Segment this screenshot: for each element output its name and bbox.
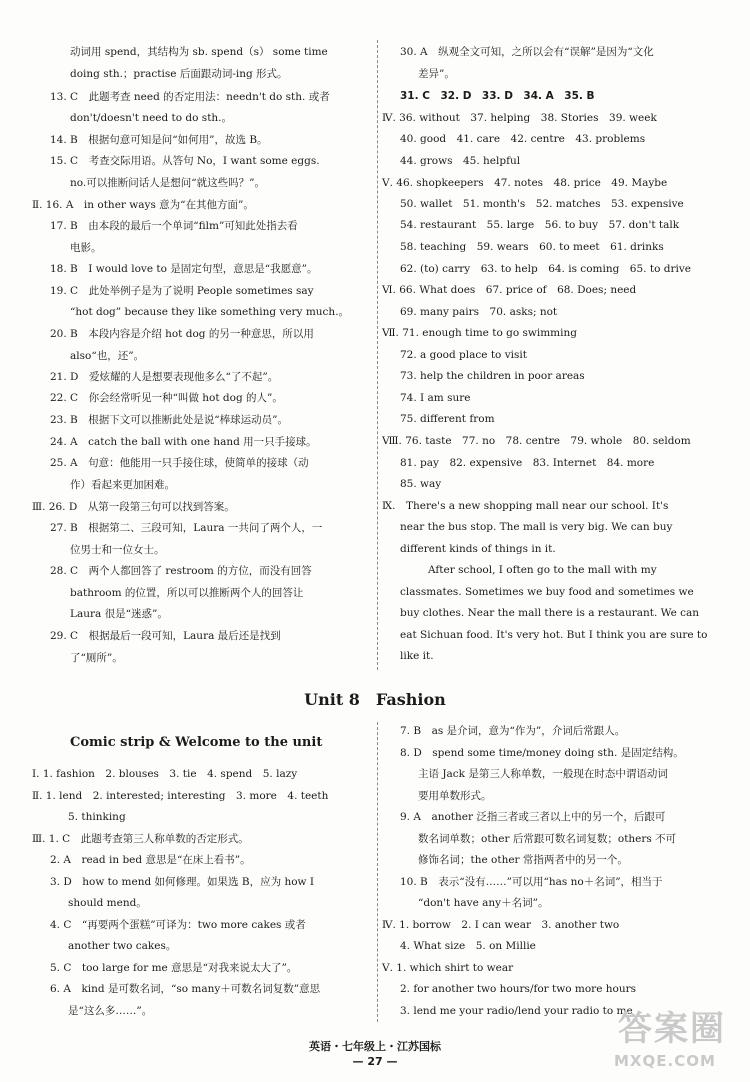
answer-line: Ⅲ. 26. D 从第一段第三句可以找到答案。: [32, 501, 235, 513]
answer-line: 4. C “再要两个蛋糕”可译为：two more cakes 或者: [50, 919, 306, 931]
answer-line: 要用单数形式。: [418, 790, 492, 802]
answer-line: Ⅱ. 1. lend 2. interested; interesting 3. more 4. teeth: [32, 790, 329, 802]
answer-line: Ⅴ. 46. shopkeepers 47. notes 48. price 49. Maybe: [382, 177, 668, 189]
answer-line: 69. many pairs 70. asks; not: [400, 306, 558, 318]
answer-line: 7. B as 是介词，意为“作为”，介词后常跟人。: [400, 725, 626, 737]
essay-line: eat Sichuan food. It's very hot. But I think you are sure to: [400, 629, 708, 641]
answer-line: 主语 Jack 是第三人称单数，一般现在时态中谓语动词: [418, 768, 668, 780]
answer-line: 动词用 spend，其结构为 sb. spend（s） some time: [70, 46, 328, 58]
answer-line: 是“这么多……”。: [68, 1005, 153, 1017]
answer-line: 位男士和一位女士。: [70, 544, 165, 556]
answer-line: Ⅳ. 1. borrow 2. I can wear 3. another two: [382, 919, 620, 931]
answer-line: Ⅱ. 16. A in other ways 意为“在其他方面”。: [32, 199, 254, 211]
answer-line: 21. D 爱炫耀的人是想要表现他多么“了不起”。: [50, 371, 279, 383]
essay-line: classmates. Sometimes we buy food and sometimes we: [400, 586, 694, 598]
answer-line: 2. for another two hours/for two more hours: [400, 983, 637, 995]
section-title: Comic strip & Welcome to the unit: [70, 735, 323, 750]
answer-line: Ⅵ. 66. What does 67. price of 68. Does; need: [382, 284, 637, 296]
answer-line: 27. B 根据第二、三段可知，Laura 一共问了两个人，一: [50, 522, 323, 534]
essay-line: near the bus stop. The mall is very big. We can buy: [400, 521, 673, 533]
essay-line: buy clothes. Near the mall there is a restaurant. We can: [400, 607, 700, 619]
answer-line: 13. C 此题考查 need 的否定用法：needn't do sth. 或者: [50, 91, 330, 103]
answer-line: 5. C too large for me 意思是“对我来说太大了”。: [50, 962, 298, 974]
answer-line: 30. A 纵观全文可知，之所以会有“误解”是因为“文化: [400, 46, 654, 58]
answer-line: “hot dog” because they like something very much.。: [70, 306, 350, 318]
answer-line: 数名词单数；other 后常跟可数名词复数；others 不可: [418, 833, 677, 845]
answer-line: 28. C 两个人都回答了 restroom 的方位，而没有回答: [50, 565, 312, 577]
answer-line: should mend。: [68, 897, 147, 909]
essay-line: different kinds of things in it.: [400, 543, 556, 555]
answer-line: 29. C 根据最后一段可知，Laura 最后还是找到: [50, 630, 281, 642]
answer-line: 40. good 41. care 42. centre 43. problems: [400, 133, 646, 145]
column-divider: [377, 40, 378, 670]
answer-line: 73. help the children in poor areas: [400, 370, 585, 382]
column-divider: [377, 722, 378, 1022]
answer-line: 22. C 你会经常听见一种“叫做 hot dog 的人”。: [50, 392, 283, 404]
answer-line: 20. B 本段内容是介绍 hot dog 的另一种意思，所以用: [50, 328, 314, 340]
answer-line: no.可以推断问话人是想问“就这些吗？”。: [70, 177, 265, 189]
page-number: — 27 —: [352, 1055, 398, 1068]
answer-line: 5. thinking: [68, 811, 126, 823]
answer-line: 6. A kind 是可数名词，“so many＋可数名词复数”意思: [50, 983, 321, 995]
answer-line: 85. way: [400, 478, 442, 490]
answer-line: 3. lend me your radio/lend your radio to me: [400, 1005, 633, 1017]
answer-line: bathroom 的位置，所以可以推断两个人的回答让: [70, 587, 304, 599]
answer-line: Ⅲ. 1. C 此题考查第三人称单数的否定形式。: [32, 833, 249, 845]
answer-line: Ⅳ. 36. without 37. helping 38. Stories 39. week: [382, 112, 657, 124]
answer-line: 50. wallet 51. month's 52. matches 53. expensive: [400, 198, 684, 210]
answer-line: 9. A another 泛指三者或三者以上中的另一个，后跟可: [400, 811, 666, 823]
answer-line: 23. B 根据下文可以推断此处是说“棒球运动员”。: [50, 414, 288, 426]
watermark-url: MXQE.COM: [614, 1052, 716, 1070]
answer-line: also“也，还”。: [70, 350, 145, 362]
answer-line: 差异”。: [418, 68, 455, 80]
answer-line: 81. pay 82. expensive 83. Internet 84. more: [400, 457, 655, 469]
answer-line: 75. different from: [400, 413, 495, 425]
answer-line: “don't have any＋名词”。: [418, 897, 549, 909]
answer-line: 14. B 根据句意可知是问“如何用”，故选 B。: [50, 134, 268, 146]
essay-line: like it.: [400, 650, 434, 662]
answer-line: 3. D how to mend 如何修理。如果选 B，应为 how I: [50, 876, 315, 888]
answer-line: 74. I am sure: [400, 392, 471, 404]
answer-line: Ⅶ. 71. enough time to go swimming: [382, 327, 577, 339]
answer-line: 15. C 考查交际用语。从答句 No，I want some eggs.: [50, 155, 320, 167]
answer-line: 作）看起来更加困难。: [70, 479, 175, 491]
answer-line: 62. (to) carry 63. to help 64. is coming 65. to drive: [400, 263, 691, 275]
answer-line: 2. A read in bed 意思是“在床上看书”。: [50, 854, 251, 866]
answer-line: 8. D spend some time/money doing sth. 是固定结构。: [400, 747, 684, 759]
answer-line: 58. teaching 59. wears 60. to meet 61. drinks: [400, 241, 664, 253]
footer-title: 英语・七年级上・江苏国标: [309, 1040, 441, 1053]
answer-line: 25. A 句意：他能用一只手接住球，使简单的接球（动: [50, 457, 309, 469]
answer-line: 了“厕所”。: [70, 652, 123, 664]
answer-line: doing sth.；practise 后面跟动词-ing 形式。: [70, 68, 288, 80]
answer-line: another two cakes。: [68, 940, 177, 952]
answer-line: Ⅷ. 76. taste 77. no 78. centre 79. whole 80. seldom: [382, 435, 691, 447]
answer-line: 18. B I would love to 是固定句型，意思是“我愿意”。: [50, 263, 318, 275]
answer-line: Ⅴ. 1. which shirt to wear: [382, 962, 514, 974]
watermark-logo: [610, 1008, 742, 1074]
unit-title: Unit 8 Fashion: [304, 690, 446, 709]
watermark-text: 答案圈: [618, 1009, 726, 1049]
answer-line: 31. C 32. D 33. D 34. A 35. B: [400, 90, 595, 102]
answer-line: 10. B 表示“没有……”可以用“has no＋名词”，相当于: [400, 876, 663, 888]
answer-line: 17. B 由本段的最后一个单词“film”可知此处指去看: [50, 220, 298, 232]
answer-line: Ⅰ. 1. fashion 2. blouses 3. tie 4. spend 5. lazy: [32, 768, 298, 780]
answer-line: Laura 很是“迷惑”。: [70, 608, 168, 620]
essay-line: After school, I often go to the mall with my: [428, 564, 657, 576]
answer-line: 24. A catch the ball with one hand 用一只手接球。: [50, 436, 317, 448]
answer-line: don't/doesn't need to do sth.。: [70, 112, 233, 124]
answer-line: 19. C 此处举例子是为了说明 People sometimes say: [50, 285, 314, 297]
answer-line: 72. a good place to visit: [400, 349, 527, 361]
answer-line: 电影。: [70, 242, 102, 254]
answer-line: 4. What size 5. on Millie: [400, 940, 536, 952]
answer-line: 54. restaurant 55. large 56. to buy 57. don't talk: [400, 219, 680, 231]
essay-line: Ⅸ. There's a new shopping mall near our school. It's: [382, 500, 669, 512]
answer-line: 修饰名词；the other 常指两者中的另一个。: [418, 854, 628, 866]
answer-line: 44. grows 45. helpful: [400, 155, 521, 167]
